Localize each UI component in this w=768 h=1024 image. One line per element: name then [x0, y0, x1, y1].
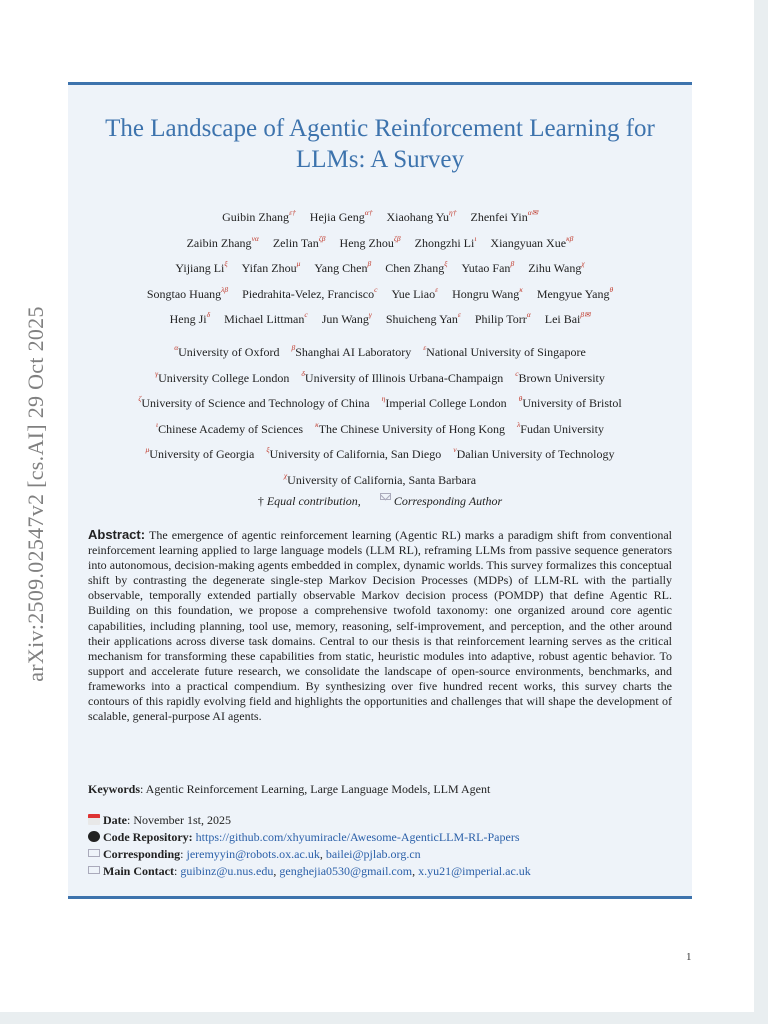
author: [528, 261, 584, 275]
author-affiliation-mark: β✉: [580, 310, 591, 319]
corresponding-email-link[interactable]: jeremyyin@robots.ox.ac.uk: [186, 847, 320, 861]
corresponding-email-link[interactable]: bailei@pjlab.org.cn: [325, 847, 421, 861]
affiliation-line: [68, 391, 692, 417]
author-affiliation-mark: α✉: [527, 208, 538, 217]
author: [186, 233, 259, 250]
corresponding-author-label: Corresponding Author: [393, 494, 503, 508]
affiliation: [155, 368, 290, 385]
author-affiliation-mark: κβ: [566, 233, 574, 243]
arxiv-identifier: arXiv:2509.02547v2 [cs.AI] 29 Oct 2025: [23, 306, 48, 682]
affiliation: [315, 419, 506, 436]
author-name: Zelin Tan: [272, 235, 319, 250]
author-name: Chen Zhang: [385, 261, 445, 275]
author: [545, 312, 591, 326]
contact-row: Main Contact: guibinz@u.nus.edu, genghejia0530@gmail.com, x.yu21@imperial.ac.uk: [88, 863, 672, 880]
affiliation-mark: α: [174, 343, 179, 352]
affiliation-name: Fudan University: [520, 421, 604, 436]
author-name: Zhongzhi Li: [414, 235, 475, 250]
author-name: Yang Chen: [314, 261, 368, 275]
affiliation-line: [68, 442, 692, 468]
affiliation-name: University of Bristol: [522, 396, 622, 410]
author-line: [68, 307, 692, 333]
equal-contribution-note: [258, 494, 361, 508]
author-affiliation-mark: c: [374, 284, 378, 294]
author-affiliation-mark: c: [304, 310, 308, 319]
author-name: Zihu Wang: [528, 261, 582, 275]
author-name: Jun Wang: [321, 312, 369, 326]
dagger-symbol: †: [257, 494, 264, 508]
affiliation-mark: ζ: [138, 394, 142, 403]
calendar-icon: [88, 814, 100, 825]
author-name: Shuicheng Yan: [385, 312, 458, 326]
author: [272, 233, 326, 250]
author-name: Hejia Geng: [309, 210, 365, 224]
affiliation-mark: θ: [518, 394, 523, 403]
abstract: [88, 527, 672, 724]
corresponding-label: Corresponding: [103, 847, 181, 861]
contact-email-link[interactable]: x.yu21@imperial.ac.uk: [418, 864, 531, 878]
keywords: [88, 782, 672, 797]
affiliation-mark: λ: [517, 419, 521, 429]
affiliation: [517, 419, 604, 436]
author-affiliation-mark: ε: [435, 284, 439, 294]
author-affiliation-mark: μ: [296, 259, 301, 268]
author-affiliation-mark: θ: [609, 284, 614, 294]
author: [475, 312, 531, 326]
affiliation-mark: c: [515, 368, 519, 378]
affiliation-name: University of Georgia: [149, 447, 255, 461]
affiliation: [138, 396, 369, 410]
author: [452, 284, 523, 301]
author-affiliation-mark: ε†: [289, 208, 296, 217]
affiliation-mark: χ: [283, 470, 288, 480]
contact-email-link[interactable]: genghejia0530@gmail.com: [279, 864, 413, 878]
title-box: [68, 82, 692, 899]
author-affiliation-mark: χ: [581, 259, 585, 268]
affiliation-name: University of Illinois Urbana-Champaign: [304, 370, 504, 385]
affiliation-mark: ε: [423, 343, 427, 352]
equal-contribution-label: Equal contribution,: [266, 494, 361, 508]
corresponding-row: Corresponding: jeremyyin@robots.ox.ac.uk, bailei@pjlab.org.cn: [88, 846, 672, 863]
page-number: 1: [686, 951, 692, 963]
author: [146, 284, 229, 301]
affiliation-mark: δ: [301, 368, 305, 378]
author: [222, 210, 296, 224]
affiliation: [283, 470, 477, 487]
affiliation-line: [68, 366, 692, 392]
affiliation-list: [68, 340, 692, 493]
affiliation: [291, 345, 411, 359]
affiliation-name: The Chinese University of Hong Kong: [318, 421, 506, 436]
author: [490, 233, 574, 250]
author: [470, 210, 537, 224]
github-icon: [88, 831, 100, 842]
author-affiliation-mark: β: [367, 259, 372, 268]
author-name: Yue Liao: [391, 286, 436, 301]
author-affiliation-mark: ξ: [444, 259, 448, 268]
abstract-label: Abstract:: [88, 527, 146, 542]
author-name: Piedrahita-Velez, Francisco: [242, 286, 375, 301]
date-label: Date: [103, 813, 127, 827]
affiliation-mark: η: [381, 394, 386, 403]
author-name: Lei Bai: [544, 312, 581, 326]
author: [536, 284, 614, 301]
author-name: Yifan Zhou: [241, 261, 297, 275]
affiliation: [515, 368, 605, 385]
author-name: Xiangyuan Xue: [490, 235, 567, 250]
author-name: Mengyue Yang: [536, 286, 610, 301]
keywords-label: Keywords: [88, 782, 140, 796]
author-affiliation-mark: ζβ: [318, 233, 326, 243]
author: [339, 233, 401, 250]
author-affiliation-mark: ι: [474, 233, 477, 243]
affiliation-mark: ν: [453, 445, 457, 454]
author: [314, 261, 371, 275]
affiliation-name: Brown University: [518, 370, 605, 385]
author: [386, 312, 461, 326]
corresponding-note: [380, 494, 502, 508]
author: [242, 261, 301, 275]
repo-link[interactable]: https://github.com/xhyumiracle/Awesome-AgenticLLM-RL-Papers: [195, 830, 520, 844]
affiliation-name: University of California, San Diego: [269, 447, 442, 461]
author-affiliation-mark: α†: [364, 208, 373, 217]
author-affiliation-mark: λβ: [221, 284, 229, 294]
affiliation-line: [68, 340, 692, 366]
repo-row: Code Repository: https://github.com/xhyumiracle/Awesome-AgenticLLM-RL-Papers: [88, 829, 672, 846]
affiliation-name: Dalian University of Technology: [456, 447, 615, 461]
author-affiliation-mark: α: [526, 310, 531, 319]
keywords-text: : Agentic Reinforcement Learning, Large Language Models, LLM Agent: [140, 782, 491, 796]
author-name: Heng Zhou: [339, 235, 394, 250]
author-name: Songtao Huang: [146, 286, 222, 301]
author: [242, 284, 378, 301]
author: [461, 261, 514, 275]
author-name: Hongru Wang: [452, 286, 520, 301]
author-name: Heng Ji: [169, 312, 207, 326]
affiliation-mark: ξ: [266, 445, 270, 454]
author: [175, 261, 227, 275]
affiliation-mark: β: [291, 343, 296, 352]
author-name: Michael Littman: [224, 312, 305, 326]
paper-title: The Landscape of Agentic Reinforcement Learning for LLMs: A Survey: [105, 115, 655, 173]
author-line: [68, 256, 692, 282]
envelope-icon: [88, 849, 100, 857]
main-contact-label: Main Contact: [103, 864, 174, 878]
author-name: Xiaohang Yu: [386, 210, 449, 224]
affiliation: [266, 447, 441, 461]
contact-email-link[interactable]: guibinz@u.nus.edu: [180, 864, 274, 878]
author-affiliation-mark: η†: [449, 208, 457, 217]
author-name: Zhenfei Yin: [470, 210, 528, 224]
author-affiliation-mark: να: [251, 233, 259, 243]
affiliation: [146, 447, 255, 461]
abstract-text: The emergence of agentic reinforcement learning (Agentic RL) marks a paradigm shift from conventional reinforcement learning applied to large language models (LLM RL), reframing LLMs from passive sequence generators into autonomous, decision-making agents embedded in complex, dynamic worlds. This survey formalizes this conceptual shift by contrasting the degenerate single-step Markov Decision Processes (MDPs) of LLM-RL with the partially observable, temporally extended partially observable Markov decision process (POMDP) that define Agentic RL. Building on this foundation, we propose a comprehensive twofold taxonomy: one organized around core agentic capabilities, including planning, tool use, memory, reasoning, self-improvement, and perception, and the other around their applications across diverse task domains. Central to our thesis is that reinforcement learning serves as the critical mechanism for transforming these capabilities from static, heuristic modules into adaptive, robust agentic behavior. To support and accelerate future research, we consolidate the landscape of open-source environments, benchmarks, and frameworks into a practical compendium. By synthesizing over five hundred recent works, this survey charts the contours of this rapidly evolving field and highlights the opportunities and challenges that will shape the development of scalable, general-purpose AI agents.: [88, 528, 672, 724]
author-affiliation-mark: γ: [368, 310, 372, 319]
author-name: Yijiang Li: [175, 261, 225, 275]
date-row: [88, 812, 672, 829]
affiliation: [382, 396, 507, 410]
envelope-icon: [88, 866, 100, 874]
author-notes: [68, 493, 692, 509]
affiliation-mark: μ: [145, 445, 150, 454]
affiliation-name: Shanghai AI Laboratory: [295, 345, 412, 359]
affiliation: [519, 396, 622, 410]
affiliation-name: University of Science and Technology of China: [141, 396, 370, 410]
author: [322, 312, 372, 326]
affiliation-mark: ι: [156, 419, 159, 429]
author-name: Guibin Zhang: [222, 210, 290, 224]
affiliation-name: Chinese Academy of Sciences: [158, 421, 304, 436]
author-line: [68, 205, 692, 231]
affiliation-name: University of California, Santa Barbara: [287, 472, 477, 487]
author-affiliation-mark: δ: [206, 310, 211, 319]
author: [224, 312, 308, 326]
author: [386, 210, 456, 224]
repo-label: Code Repository: [103, 830, 189, 844]
paper-meta: [88, 812, 672, 880]
author-list: [68, 205, 692, 333]
author: [310, 210, 373, 224]
date-value: : November 1st, 2025: [127, 813, 231, 827]
author-affiliation-mark: ζβ: [393, 233, 401, 243]
author-name: Philip Torr: [474, 312, 527, 326]
affiliation-name: Imperial College London: [385, 396, 507, 410]
author-name: Yutao Fan: [461, 261, 511, 275]
envelope-icon: [380, 493, 391, 500]
affiliation: [156, 419, 304, 436]
affiliation: [174, 345, 279, 359]
author-name: Zaibin Zhang: [186, 235, 252, 250]
affiliation-line: [68, 417, 692, 443]
author-affiliation-mark: β: [510, 259, 515, 268]
affiliation: [301, 368, 504, 385]
affiliation-line: [68, 468, 692, 494]
author-line: [68, 282, 692, 308]
author: [170, 312, 211, 326]
author: [385, 261, 447, 275]
affiliation: [423, 345, 586, 359]
affiliation-name: National University of Singapore: [426, 345, 586, 359]
author-affiliation-mark: ε: [457, 310, 461, 319]
affiliation-mark: γ: [155, 368, 159, 378]
affiliation-mark: κ: [315, 419, 319, 429]
author: [414, 233, 477, 250]
author-affiliation-mark: κ: [519, 284, 523, 294]
affiliation-name: University of Oxford: [178, 345, 280, 359]
affiliation-name: University College London: [158, 370, 290, 385]
author: [391, 284, 439, 301]
author-affiliation-mark: ξ: [224, 259, 228, 268]
author-line: [68, 231, 692, 257]
affiliation: [453, 447, 614, 461]
